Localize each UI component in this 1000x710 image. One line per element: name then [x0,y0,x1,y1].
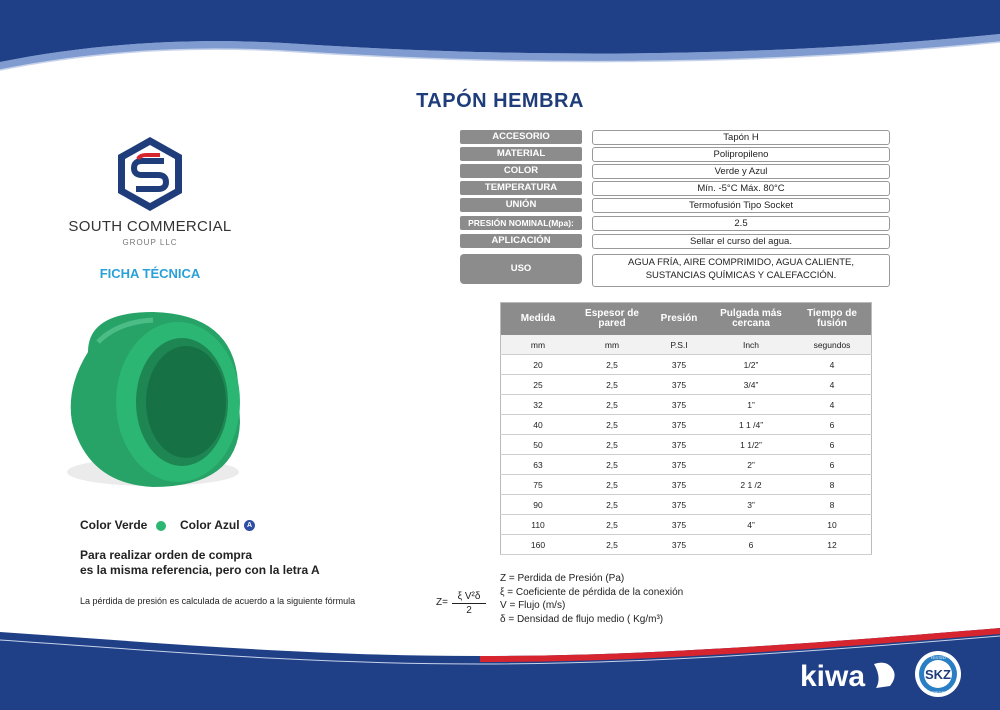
table-cell: 2,5 [575,475,649,495]
table-cell: 63 [501,455,576,475]
company-subtitle: GROUP LLC [122,238,178,247]
table-cell: 160 [501,535,576,555]
table-cell: 6 [793,455,872,475]
table-cell: 6 [793,435,872,455]
table-cell: 375 [649,435,709,455]
formula-note: La pérdida de presión es calculada de acuerdo a la siguiente fórmula [80,596,356,606]
legend-item: δ = Densidad de flujo medio ( Kg/m³) [500,613,664,625]
table-cell: 4” [709,515,793,535]
table-cell: 375 [649,415,709,435]
spec-value: Termofusión Tipo Socket [592,198,890,213]
table-cell: 1 1/2” [709,435,793,455]
formula-legend [500,572,683,626]
formula-denominator: 2 [466,605,472,616]
table-cell: 90 [501,495,576,515]
table-cell: 2,5 [575,435,649,455]
table-cell: 375 [649,355,709,375]
dimensions-table [500,302,872,555]
table-cell: 2,5 [575,415,649,435]
table-cell: mm [501,335,576,355]
table-row [501,395,872,415]
table-cell: 3” [709,495,793,515]
table-cell: 2,5 [575,515,649,535]
table-cell: 375 [649,375,709,395]
spec-key: ACCESORIO [460,130,582,144]
table-cell: 4 [793,395,872,415]
table-cell: 2,5 [575,495,649,515]
product-image [58,292,248,507]
table-cell: 375 [649,395,709,415]
spec-key: MATERIAL [460,147,582,161]
skz-logo-text: SKZ [925,667,951,682]
table-cell: 375 [649,515,709,535]
table-row [501,355,872,375]
table-cell: Inch [709,335,793,355]
spec-value: Mín. -5°C Máx. 80°C [592,181,890,196]
table-row [501,535,872,555]
spec-value: Tapón H [592,130,890,145]
table-cell: 40 [501,415,576,435]
color-azul-label: Color Azul [180,518,240,532]
table-cell: 6 [709,535,793,555]
spec-value-line: SUSTANCIAS QUÍMICAS Y CALEFACCIÓN. [645,270,837,281]
order-note-line2: es la misma referencia, pero con la letra A [80,563,320,577]
units-row [501,335,872,355]
legend-item: ξ = Coeficiente de pérdida de la conexión [500,586,684,598]
legend-item: Z = Perdida de Presión (Pa) [500,573,625,584]
spec-key: APLICACIÓN [460,234,582,248]
spec-value: Polipropileno [592,147,890,162]
table-cell: 2,5 [575,355,649,375]
spec-value [592,254,890,287]
table-cell: 10 [793,515,872,535]
skz-ring-top-text: TESTED [930,655,946,660]
header-wave [0,0,1000,80]
green-swatch-icon [156,521,166,531]
table-cell: 375 [649,495,709,515]
spec-value-line: AGUA FRÍA, AIRE COMPRIMIDO, AGUA CALIENTE, [628,257,854,268]
table-header-row [501,303,872,336]
table-cell: 375 [649,455,709,475]
formula-lhs: Z= [436,597,448,608]
table-row [501,375,872,395]
spec-key: PRESIÓN NOMINAL(Mpa): [460,216,582,230]
table-row [501,455,872,475]
table-cell: 3/4” [709,375,793,395]
table-cell: 6 [793,415,872,435]
spec-value: 2.5 [592,216,890,231]
ficha-tecnica-heading: FICHA TÉCNICA [99,266,201,281]
spec-key: UNIÓN [460,198,582,212]
spec-key: COLOR [460,164,582,178]
order-note-line1: Para realizar orden de compra [80,548,253,562]
table-cell: 8 [793,475,872,495]
table-cell: 32 [501,395,576,415]
table-cell: 8 [793,495,872,515]
column-header: Medida [501,303,576,336]
table-cell: 25 [501,375,576,395]
table-cell: 20 [501,355,576,375]
spec-value: Verde y Azul [592,164,890,179]
legend-item: V = Flujo (m/s) [500,600,566,611]
table-cell: 110 [501,515,576,535]
company-logo-icon [114,135,186,213]
kiwa-logo-text: kiwa [800,660,866,693]
table-cell: 1” [709,395,793,415]
table-cell: 4 [793,355,872,375]
table-cell: 1 1 /4” [709,415,793,435]
column-header: Pulgada más cercana [709,303,793,336]
table-cell: segundos [793,335,872,355]
table-cell: 2,5 [575,395,649,415]
column-header: Presión [649,303,709,336]
skz-ring-bottom-text: INSPECTED [926,690,950,695]
table-row [501,475,872,495]
table-cell: 375 [649,535,709,555]
table-cell: 12 [793,535,872,555]
color-verde-label: Color Verde [80,518,148,532]
spec-value: Sellar el curso del agua. [592,234,890,249]
spec-key: USO [460,254,582,284]
table-row [501,415,872,435]
skz-logo-icon [914,650,962,698]
table-cell: 2 1 /2 [709,475,793,495]
table-cell: 2,5 [575,375,649,395]
column-header: Espesor de pared [575,303,649,336]
formula-numerator: ξ V²δ [452,591,486,604]
blue-swatch-icon: A [244,520,255,531]
kiwa-logo-icon [800,658,902,694]
table-cell: 1/2” [709,355,793,375]
order-note [80,548,320,578]
table-cell: 2,5 [575,455,649,475]
table-cell: 75 [501,475,576,495]
table-cell: 2,5 [575,535,649,555]
column-header: Tiempo de fusión [793,303,872,336]
company-name: SOUTH COMMERCIAL [68,218,232,235]
table-row [501,495,872,515]
table-cell: 2” [709,455,793,475]
page-title: TAPÓN HEMBRA [416,90,584,112]
table-cell: mm [575,335,649,355]
table-cell: P.S.I [649,335,709,355]
table-cell: 375 [649,475,709,495]
table-cell: 50 [501,435,576,455]
spec-key: TEMPERATURA [460,181,582,195]
table-row [501,435,872,455]
table-row [501,515,872,535]
table-cell: 4 [793,375,872,395]
